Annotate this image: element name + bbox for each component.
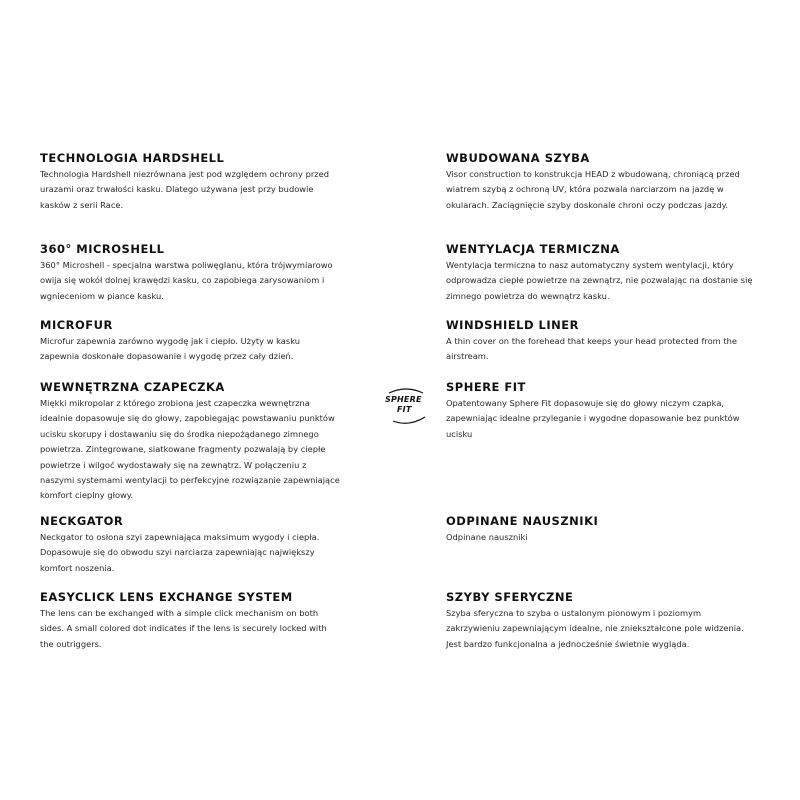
feature-removable-ear-pads [446,514,756,545]
feature-description: The lens can be exchanged with a simple click mechanism on both sides. A small colored dot indicates if the lens is securely locked with the outriggers. [40,608,327,649]
feature-title: ODPINANE NAUSZNIKI [446,514,599,528]
feature-title: TECHNOLOGIA HARDSHELL [40,151,225,165]
feature-title: WINDSHIELD LINER [446,318,579,332]
feature-title: WEWNĘTRZNA CZAPECZKA [40,380,225,394]
feature-description: Neckgator to osłona szyi zapewniająca maksimum wygody i ciepła. Dopasowuje się do obwodu szyi narciarza zapewniając największy komfort noszenia. [40,532,320,573]
feature-inner-cap [40,380,340,504]
feature-description: Opatentowany Sphere Fit dopasowuje się do głowy niczym czapka, zapewniając idealne przyleganie i wygodne dopasowanie bez punktów ucisku [446,398,740,439]
sphere-fit-logo-bottom: FIT [397,405,412,414]
feature-thermal-ventilation [446,242,756,304]
feature-title: SPHERE FIT [446,380,526,394]
feature-windshield-liner [446,318,756,365]
feature-title: WENTYLACJA TERMICZNA [446,242,620,256]
feature-title: SZYBY SFERYCZNE [446,590,574,604]
feature-neckgator [40,514,340,576]
feature-description: Visor construction to konstrukcja HEAD z wbudowaną, chroniącą przed wiatrem szybą z ochroną UV, która pozwala narciarzom na jazdę w okularach. Zaciągnięcie szyby doskonale chroni oczy podczas jazdy. [446,169,740,210]
feature-microfur [40,318,340,365]
feature-title: MICROFUR [40,318,113,332]
feature-built-in-visor [446,151,756,213]
feature-description: Odpinane nauszniki [446,532,528,542]
feature-spherical-lenses [446,590,756,652]
feature-easyclick [40,590,340,652]
feature-sphere-fit [446,380,756,442]
feature-description: Miękki mikropolar z którego zrobiona jest czapeczka wewnętrzna idealnie dopasowuje się do głowy, zapobiegając powstawaniu punktów ucisku skorupy i dostawaniu się do środka niepożądanego zimnego powietrza. Zintegrowane, siatkowane fragmenty pozwalają by ciepłe powietrze i wilgoć wydostawały się na zewnątrz. W połączeniu z naszymi systemami wentylacji to perfekcyjne rozwiązanie zapewniające komfort cieplny głowy. [40,398,340,501]
feature-description: 360° Microshell - specjalna warstwa poliwęglanu, która trójwymiarowo owija się wokół dolnej krawędzi kasku, co zapobiega zarysowaniom i wgnieceniom w piance kasku. [40,260,333,301]
feature-description: Szyba sferyczna to szyba o ustalonym pionowym i poziomym zakrzywieniu zapewniającym idealne, nie zniekształcone pole widzenia. Jest bardzo funkcjonalna a jednocześnie świetnie wygląda. [446,608,744,649]
sphere-fit-logo-top: SPHERE [385,395,422,404]
feature-description: Technologia Hardshell niezrównana jest pod względem ochrony przed urazami oraz trwałości kasku. Dlatego używana jest przy budowie kasków z serii Race. [40,169,330,210]
feature-description: A thin cover on the forehead that keeps your head protected from the airstream. [446,336,738,362]
feature-hardshell [40,151,340,213]
feature-description: Wentylacja termiczna to nasz automatyczny system wentylacji, który odprowadza ciepłe powietrze na zewnątrz, nie pozwalając na dostanie się zimnego powietrza do wewnątrz kasku. [446,260,753,301]
sphere-fit-logo [383,387,429,427]
feature-title: NECKGATOR [40,514,124,528]
feature-360-microshell [40,242,340,304]
feature-title: 360° MICROSHELL [40,242,165,256]
feature-description: Microfur zapewnia zarówno wygodę jak i ciepło. Użyty w kasku zapewnia doskonałe dopasowanie i wygodę przez cały dzień. [40,336,300,362]
feature-title: WBUDOWANA SZYBA [446,151,590,165]
feature-title: EASYCLICK LENS EXCHANGE SYSTEM [40,590,293,604]
